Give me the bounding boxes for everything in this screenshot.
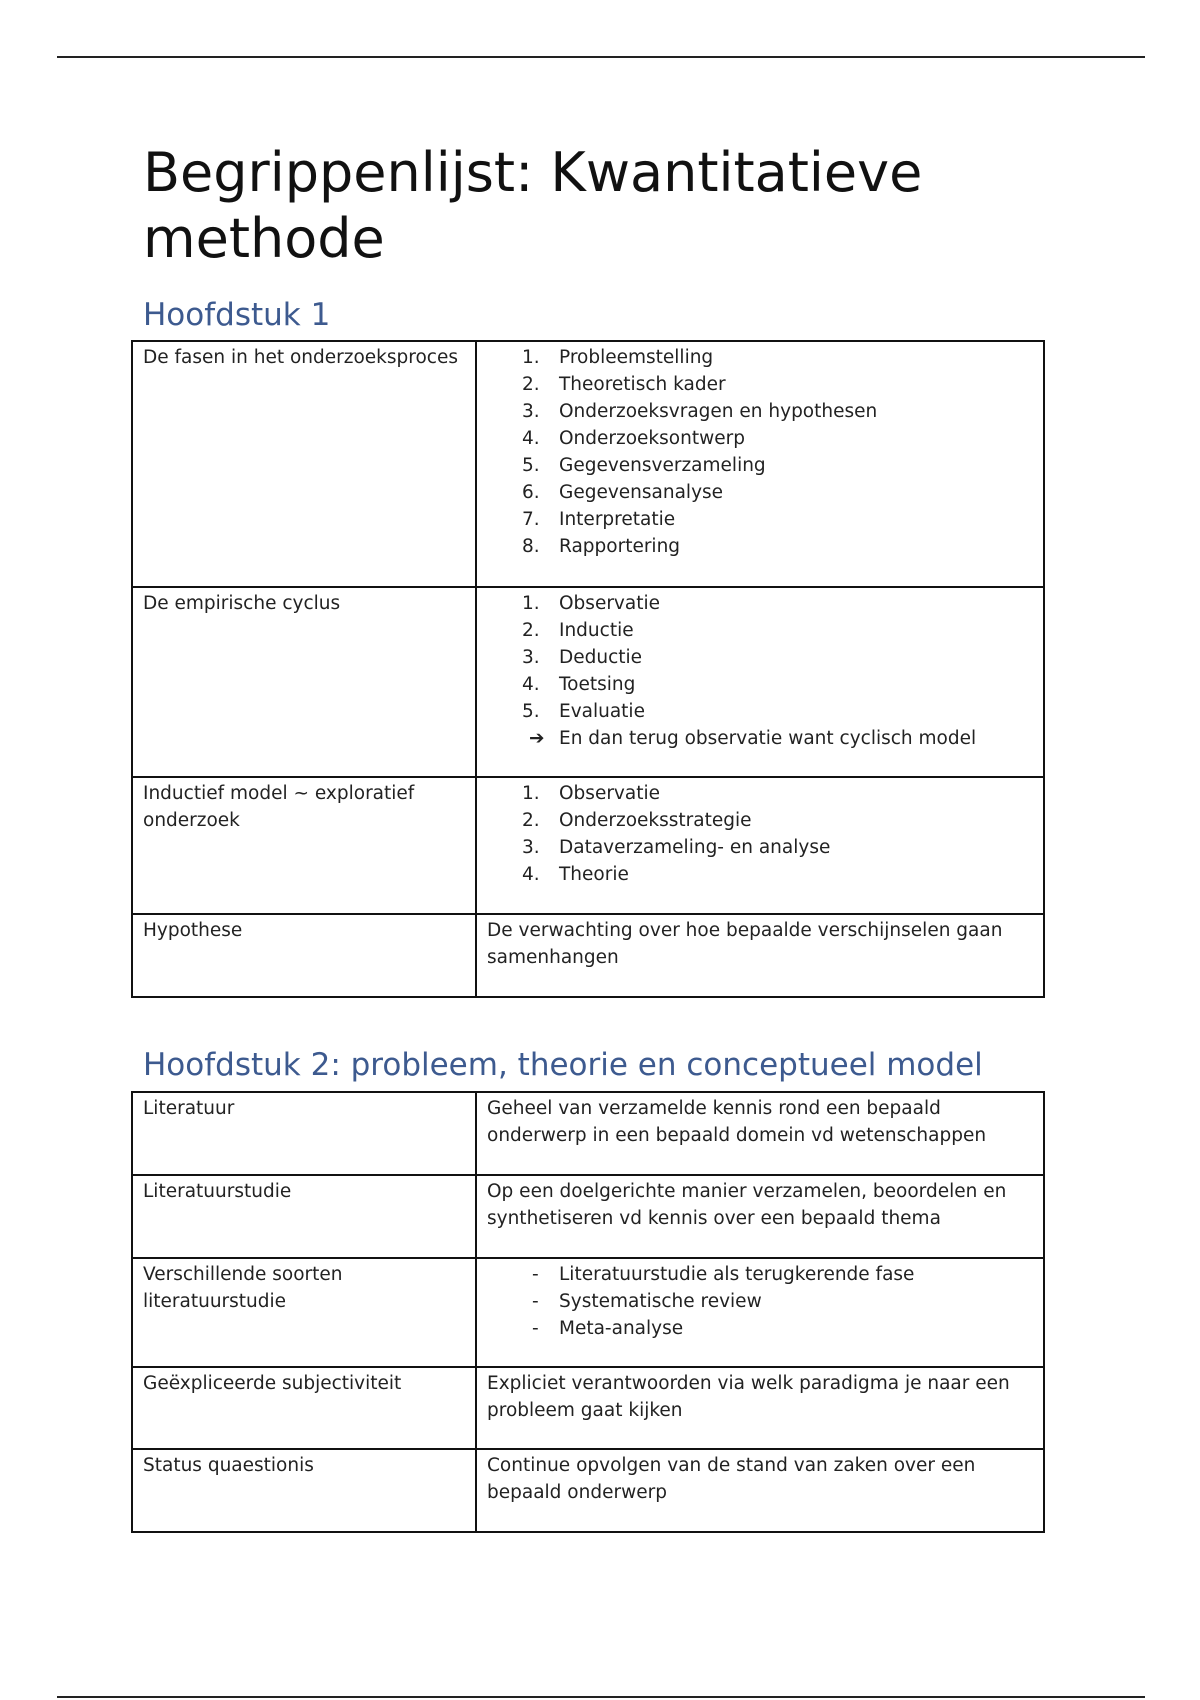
list-number: 2. (522, 620, 540, 641)
term-cell: Status quaestionis (132, 1449, 476, 1532)
list-number: 3. (522, 401, 540, 422)
cycle-list (487, 590, 1033, 752)
list-item (487, 617, 1033, 644)
list-item (487, 479, 1033, 506)
term-cell: Literatuurstudie (132, 1175, 476, 1258)
table-row (132, 1092, 1044, 1175)
list-number: 4. (522, 864, 540, 885)
list-number: 7. (522, 509, 540, 530)
chapter-2-heading: Hoofdstuk 2: probleem, theorie en conceptueel model (143, 1047, 983, 1083)
table-row (132, 1258, 1044, 1367)
list-number: 1. (522, 783, 540, 804)
literature-types-list (487, 1261, 1033, 1342)
table-row (132, 587, 1044, 777)
list-item (487, 725, 1033, 752)
list-item-text: Onderzoeksstrategie (559, 810, 752, 831)
list-number: 2. (522, 374, 540, 395)
list-item-text: Observatie (559, 593, 660, 614)
chapter-1-table (131, 340, 1045, 998)
definition-cell: Continue opvolgen van de stand van zaken over een bepaald onderwerp (476, 1449, 1044, 1532)
table-row (132, 341, 1044, 587)
list-item-text: Deductie (559, 647, 643, 668)
list-item (487, 671, 1033, 698)
top-rule (57, 56, 1145, 58)
list-item (487, 698, 1033, 725)
term-cell: Hypothese (132, 914, 476, 997)
list-item-text: Rapportering (559, 536, 681, 557)
list-item (487, 834, 1033, 861)
definition-cell: Op een doelgerichte manier verzamelen, beoordelen en synthetiseren vd kennis over een bepaald thema (476, 1175, 1044, 1258)
term-cell: Literatuur (132, 1092, 476, 1175)
list-number: 3. (522, 837, 540, 858)
list-number: 8. (522, 536, 540, 557)
list-number: 3. (522, 647, 540, 668)
list-number: 1. (522, 347, 540, 368)
list-item-text: Dataverzameling- en analyse (559, 837, 831, 858)
table-row (132, 1367, 1044, 1449)
arrow-icon: ➔ (529, 728, 545, 749)
list-item-text: Inductie (559, 620, 634, 641)
dash-bullet: - (532, 1318, 539, 1339)
list-item-text: Systematische review (559, 1291, 762, 1312)
list-item-text: Interpretatie (559, 509, 676, 530)
list-item-text: En dan terug observatie want cyclisch model (559, 728, 977, 749)
definition-cell (476, 587, 1044, 777)
dash-bullet: - (532, 1264, 539, 1285)
definition-cell: Geheel van verzamelde kennis rond een bepaald onderwerp in een bepaald domein vd wetenschappen (476, 1092, 1044, 1175)
list-item (487, 807, 1033, 834)
list-number: 6. (522, 482, 540, 503)
list-item-text: Theorie (559, 864, 629, 885)
list-item (487, 506, 1033, 533)
list-item (487, 452, 1033, 479)
table-row (132, 914, 1044, 997)
list-item (487, 780, 1033, 807)
definition-cell: De verwachting over hoe bepaalde verschijnselen gaan samenhangen (476, 914, 1044, 997)
list-number: 2. (522, 810, 540, 831)
list-item-text: Toetsing (559, 674, 636, 695)
list-number: 4. (522, 674, 540, 695)
definition-cell (476, 777, 1044, 914)
list-item-text: Probleemstelling (559, 347, 714, 368)
list-item (487, 371, 1033, 398)
dash-bullet: - (532, 1291, 539, 1312)
definition-cell: Expliciet verantwoorden via welk paradigma je naar een probleem gaat kijken (476, 1367, 1044, 1449)
list-item-text: Gegevensanalyse (559, 482, 724, 503)
list-item (487, 644, 1033, 671)
list-item-text: Gegevensverzameling (559, 455, 766, 476)
table-row (132, 777, 1044, 914)
definition-cell (476, 1258, 1044, 1367)
list-item-text: Theoretisch kader (559, 374, 726, 395)
list-number: 5. (522, 701, 540, 722)
list-item (487, 398, 1033, 425)
list-item-text: Evaluatie (559, 701, 645, 722)
inductive-model-list (487, 780, 1033, 888)
list-item-text: Observatie (559, 783, 660, 804)
list-item-text: Meta-analyse (559, 1318, 684, 1339)
bottom-rule (57, 1696, 1145, 1698)
page-title: Begrippenlijst: Kwantitatieve methode (143, 141, 923, 270)
chapter-2-table (131, 1091, 1045, 1533)
list-item (487, 533, 1033, 560)
list-item (487, 344, 1033, 371)
list-item-text: Onderzoeksvragen en hypothesen (559, 401, 878, 422)
phase-list (487, 344, 1033, 560)
list-number: 5. (522, 455, 540, 476)
list-item-text: Literatuurstudie als terugkerende fase (559, 1264, 915, 1285)
list-number: 4. (522, 428, 540, 449)
list-item (487, 1315, 1033, 1342)
list-item (487, 1261, 1033, 1288)
definition-cell (476, 341, 1044, 587)
list-item (487, 425, 1033, 452)
table-row (132, 1449, 1044, 1532)
list-item-text: Onderzoeksontwerp (559, 428, 745, 449)
term-cell: Inductief model ~ exploratief onderzoek (132, 777, 476, 914)
term-cell: Verschillende soorten literatuurstudie (132, 1258, 476, 1367)
table-row (132, 1175, 1044, 1258)
list-number: 1. (522, 593, 540, 614)
list-item (487, 1288, 1033, 1315)
list-item (487, 590, 1033, 617)
list-item (487, 861, 1033, 888)
term-cell: Geëxpliceerde subjectiviteit (132, 1367, 476, 1449)
chapter-1-heading: Hoofdstuk 1 (143, 297, 331, 333)
term-cell: De empirische cyclus (132, 587, 476, 777)
term-cell: De fasen in het onderzoeksproces (132, 341, 476, 587)
